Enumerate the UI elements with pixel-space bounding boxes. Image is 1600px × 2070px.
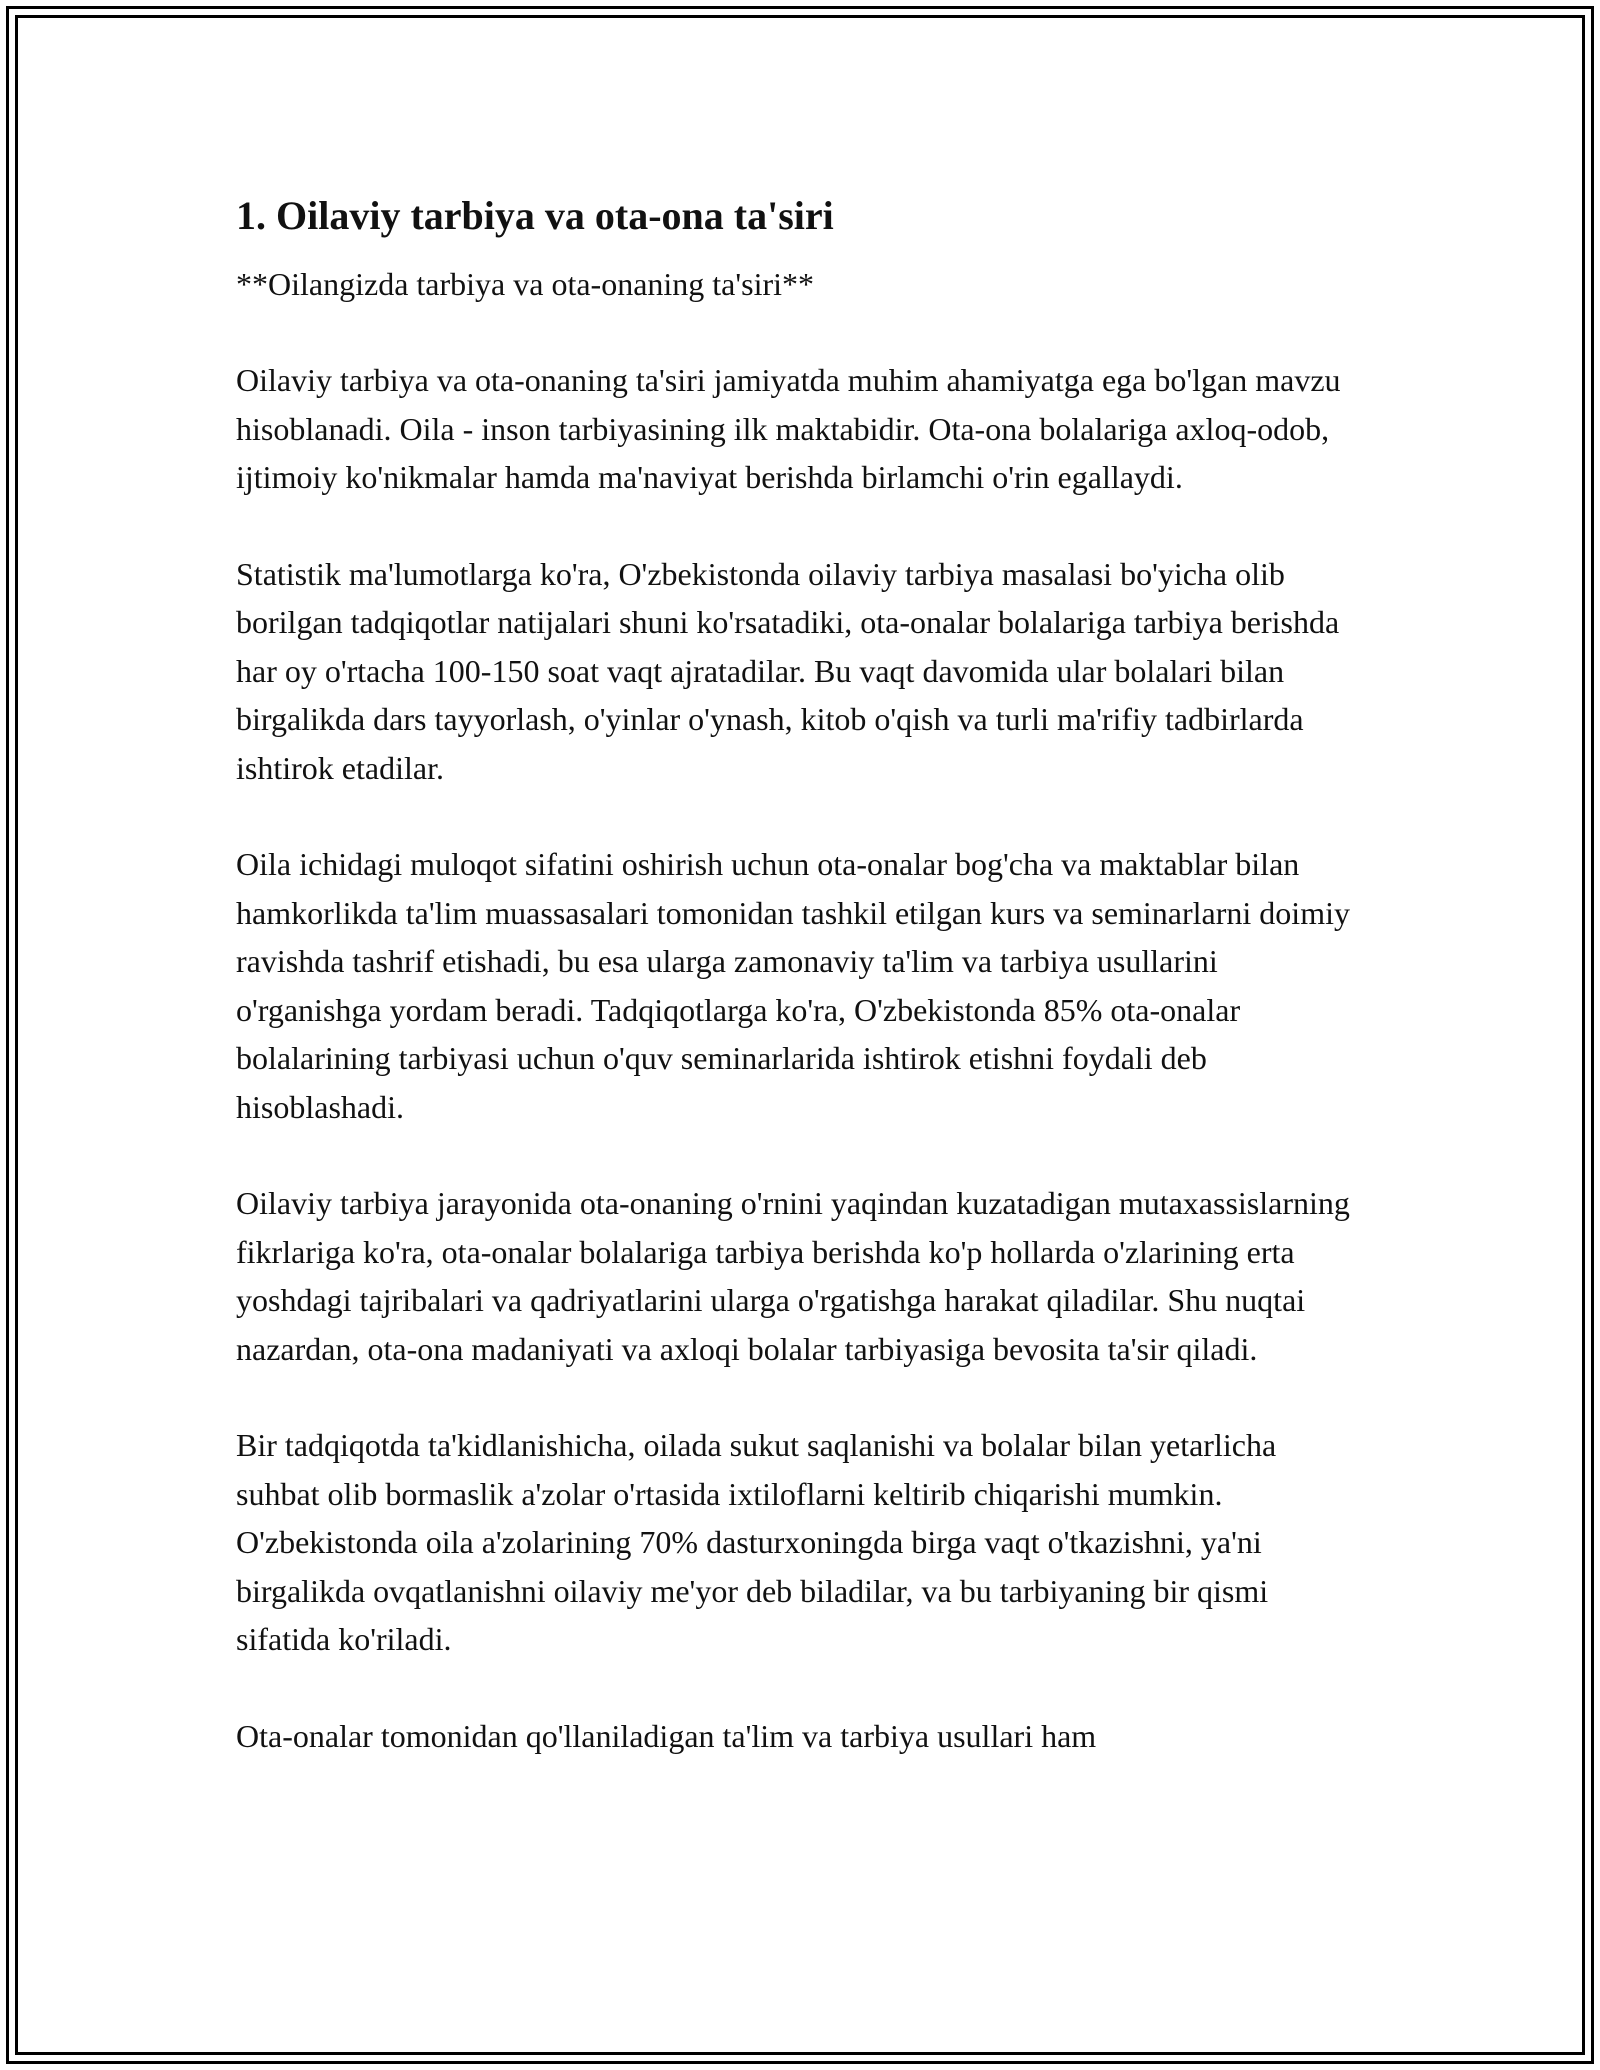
paragraph-4: Oilaviy tarbiya jarayonida ota-onaning o'rnini yaqindan kuzatadigan mutaxassislarning fikrlariga ko'ra, ota-onalar bolalariga tarbiya berishda ko'p hollarda o'zlarining erta yoshdagi tajribalari va qadriyatlarini ularga o'rgatishga harakat qiladilar. Shu nuqtai nazardan, ota-ona madaniyati va axloqi bolalar tarbiyasiga bevosita ta'sir qiladi. — [236, 1185, 1350, 1367]
paragraph-1: Oilaviy tarbiya va ota-onaning ta'siri jamiyatda muhim ahamiyatga ega bo'lgan mavzu hisoblanadi. Oila - inson tarbiyasining ilk maktabidir. Ota-ona bolalariga axloq-odob, ijtimoiy ko'nikmalar hamda ma'naviyat berishda birlamchi o'rin egallaydi. — [236, 362, 1341, 495]
paragraph-2: Statistik ma'lumotlarga ko'ra, O'zbekistonda oilaviy tarbiya masalasi bo'yicha olib borilgan tadqiqotlar natijalari shuni ko'rsatadiki, ota-onalar bolalariga tarbiya berishda har oy o'rtacha 100-150 soat vaqt ajratadilar. Bu vaqt davomida ular bolalari bilan birgalikda dars tayyorlash, o'yinlar o'ynash, kitob o'qish va turli ma'rifiy tadbirlarda ishtirok etadilar. — [236, 555, 1340, 786]
document-body — [236, 184, 1366, 1760]
paragraph-5: Bir tadqiqotda ta'kidlanishicha, oilada sukut saqlanishi va bolalar bilan yetarlicha suhbat olib bormaslik a'zolar o'rtasida ixtiloflarni keltirib chiqarishi mumkin. O'zbekistonda oila a'zolarining 70% dasturxoningda birga vaqt o'tkazishni, ya'ni birgalikda ovqatlanishni oilaviy me'yor deb biladilar, va bu tarbiyaning bir qismi sifatida ko'riladi. — [236, 1427, 1277, 1657]
document-title: 1. Oilaviy tarbiya va ota-ona ta'siri — [236, 193, 834, 238]
paragraph-3: Oila ichidagi muloqot sifatini oshirish uchun ota-onalar bog'cha va maktablar bilan hamkorlikda ta'lim muassasalari tomonidan tashkil etilgan kurs va seminarlarni doimiy ravishda tashrif etishadi, bu esa ularga zamonaviy ta'lim va tarbiya usullarini o'rganishga yordam beradi. Tadqiqotlarga ko'ra, O'zbekistonda 85% ota-onalar bolalarining tarbiyasi uchun o'quv seminarlarida ishtirok etishni foydali deb hisoblashadi. — [236, 846, 1350, 1125]
paragraph-6: Ota-onalar tomonidan qo'llaniladigan ta'lim va tarbiya usullari ham — [236, 1717, 1097, 1754]
document-subtitle: **Oilangizda tarbiya va ota-onaning ta'siri** — [236, 266, 815, 302]
